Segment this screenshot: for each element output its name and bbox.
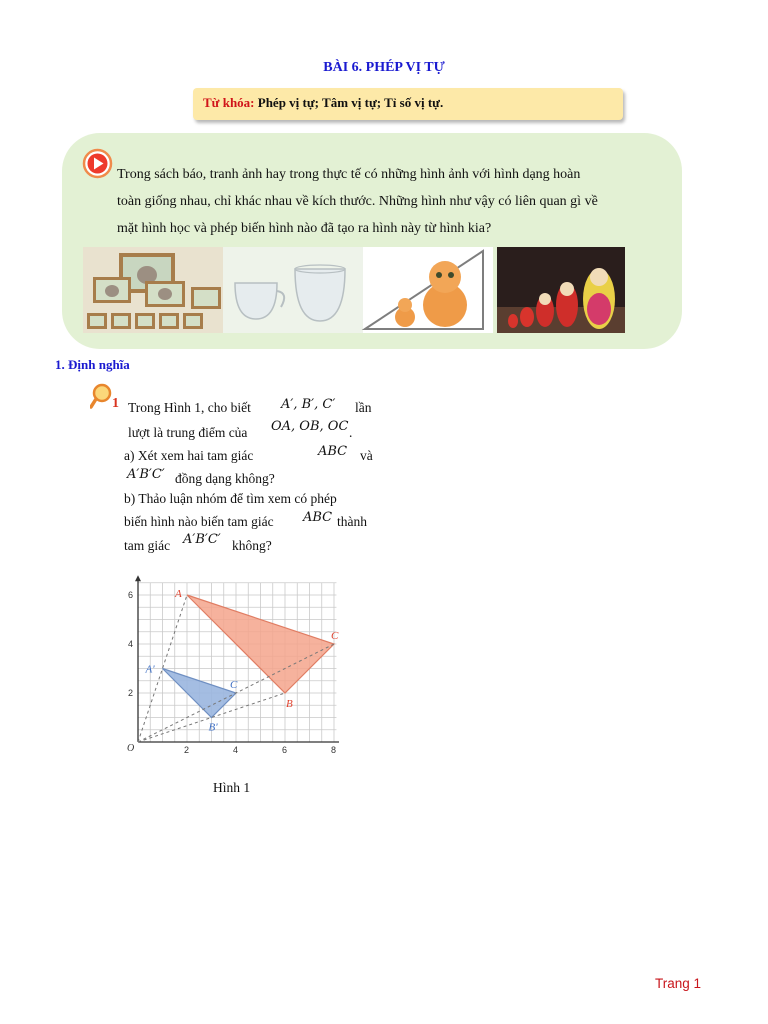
x-tick-label: 6 — [282, 745, 288, 755]
point-label: C — [331, 630, 339, 642]
keyword-text: Phép vị tự; Tâm vị tự; Tỉ số vị tự. — [257, 95, 444, 110]
section-heading: 1. Định nghĩa — [55, 357, 130, 372]
keyword-label: Từ khóa: — [203, 95, 255, 110]
math-abc: ABC — [303, 510, 333, 525]
keyword-box — [193, 88, 623, 120]
intro-photo-strip — [83, 247, 638, 333]
math-oa-ob-oc: OA, OB, OC — [271, 419, 349, 434]
cat-triangle — [363, 247, 493, 333]
activity-line: biến hình nào biến tam giác — [124, 514, 274, 529]
play-icon — [82, 148, 113, 179]
point-label: C — [230, 679, 238, 691]
glass-cups — [223, 247, 363, 333]
homothety-figure — [124, 574, 339, 759]
intro-line: mặt hình học và phép biến hình nào đã tạo ra hình này từ hình kia? — [117, 221, 492, 236]
math-a-b-c-prime-triangle: A′B′C′ — [127, 467, 165, 482]
activity-line: lần — [355, 400, 372, 415]
activity-line: thành — [337, 514, 367, 529]
y-tick-label: 4 — [128, 639, 134, 649]
point-label: A' — [145, 663, 155, 676]
y-axis-arrow — [135, 575, 141, 581]
intro-line: toàn giống nhau, chỉ khác nhau về kích thước. Những hình như vậy có liên quan gì về — [117, 194, 598, 209]
activity-line: b) Thảo luận nhóm để tìm xem có phép — [124, 491, 337, 506]
activity-line: không? — [232, 538, 272, 553]
intro-line: Trong sách báo, tranh ảnh hay trong thực tế có những hình ảnh với hình dạng hoàn — [117, 167, 581, 182]
point-label: A — [175, 588, 182, 600]
activity-line: đồng dạng không? — [175, 471, 275, 486]
magnifier-activity-icon — [90, 382, 126, 412]
activity-line: và — [360, 448, 373, 463]
x-tick-label: 2 — [184, 745, 190, 755]
framed-cat-pictures — [83, 247, 223, 333]
y-tick-label: 2 — [128, 688, 134, 698]
math-a-b-c-primes: A′, B′, C′ — [281, 397, 336, 412]
lesson-title: BÀI 6. PHÉP VỊ TỰ — [323, 60, 445, 75]
point-label: B — [286, 698, 293, 710]
x-tick-label: 8 — [331, 745, 337, 755]
math-a-b-c-prime-triangle: A′B′C′ — [183, 532, 221, 547]
point-label: B' — [208, 721, 218, 734]
activity-line: . — [349, 425, 353, 440]
page-number: Trang 1 — [655, 976, 702, 991]
origin-label: O — [127, 743, 135, 754]
intro-text — [117, 161, 662, 242]
activity-line: tam giác — [124, 538, 171, 553]
activity-line: a) Xét xem hai tam giác — [124, 448, 254, 463]
math-abc: ABC — [318, 444, 348, 459]
activity-line: lượt là trung điểm của — [128, 425, 248, 440]
y-tick-label: 6 — [128, 590, 134, 600]
activity-number: 1 — [112, 396, 119, 411]
figure-caption: Hình 1 — [213, 780, 251, 795]
activity-line: Trong Hình 1, cho biết — [128, 400, 251, 415]
nesting-dolls — [497, 247, 625, 333]
x-tick-label: 4 — [233, 745, 239, 755]
